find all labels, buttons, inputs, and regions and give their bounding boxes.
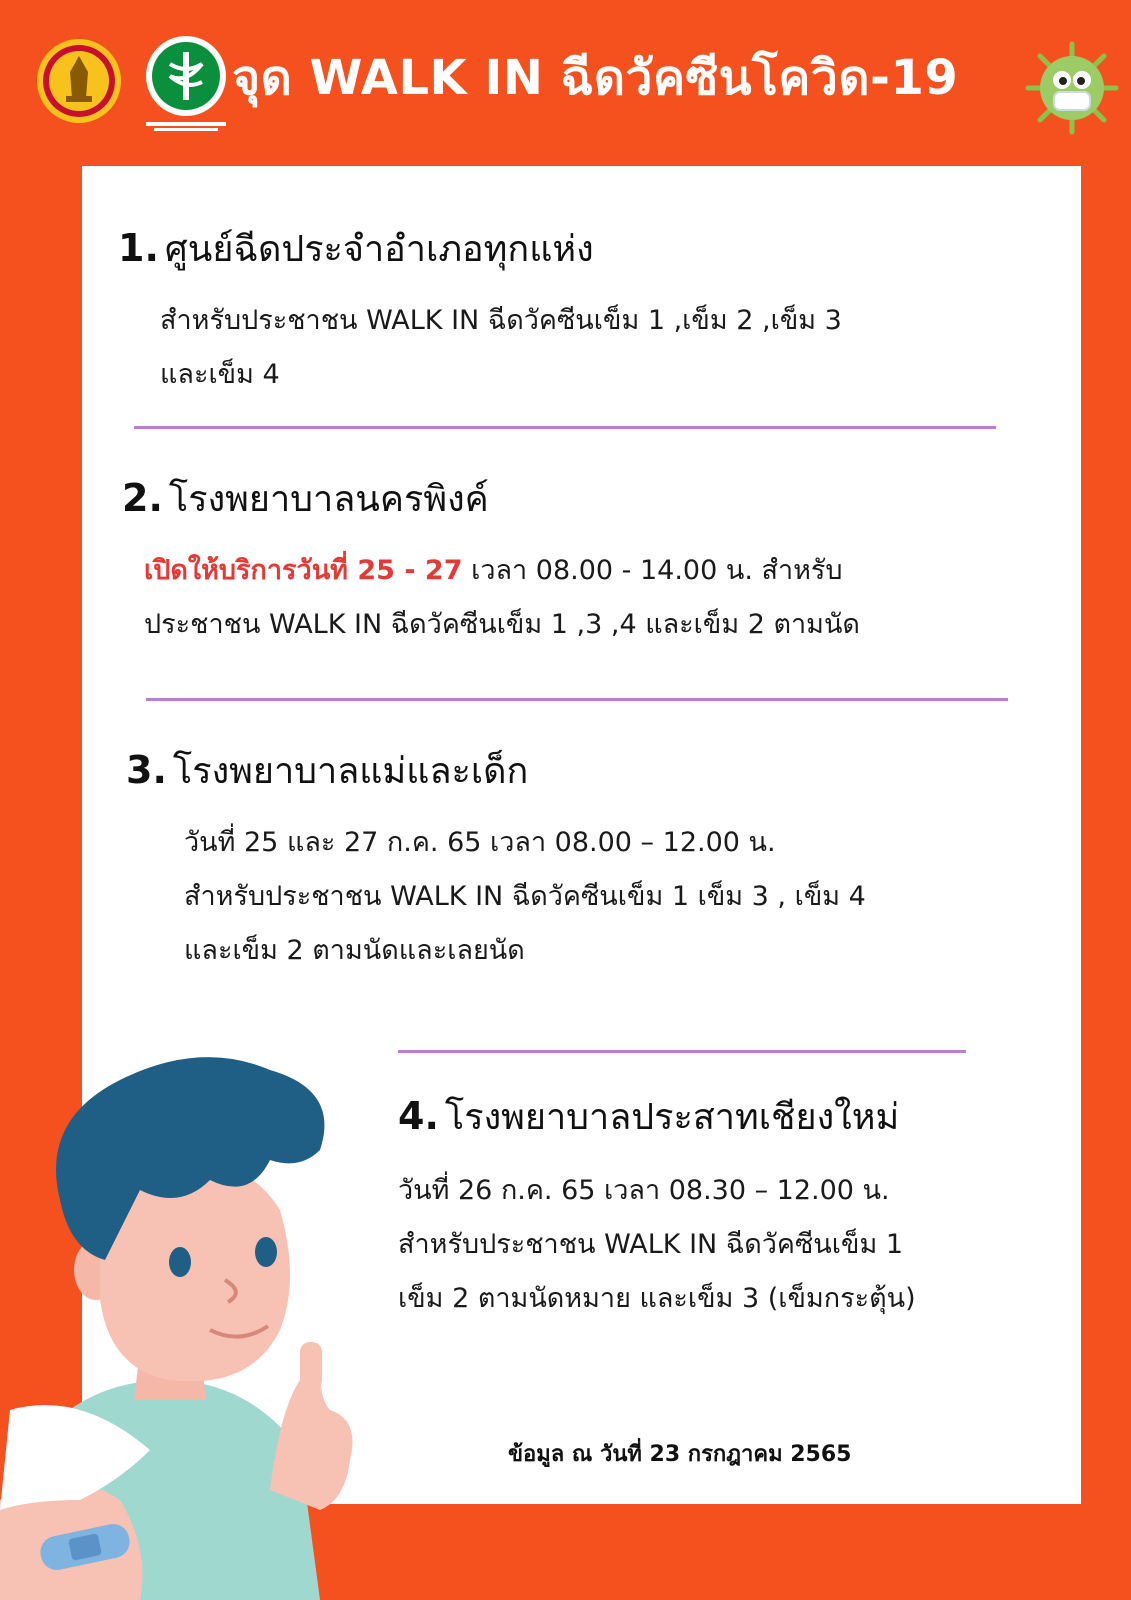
section-number: 1. (118, 226, 159, 270)
page-title: จุด WALK IN ฉีดวัคซีนโควิด-19 (232, 50, 959, 106)
text-line: วันที่ 26 ก.ค. 65 เวลา 08.30 – 12.00 น. (398, 1175, 890, 1206)
divider (398, 1050, 966, 1053)
section-3-text (184, 816, 866, 978)
section-number: 3. (126, 748, 167, 792)
text-line: สำหรับประชาชน WALK IN ฉีดวัคซีนเข็ม 1 ,เข็ม 2 ,เข็ม 3 (160, 305, 842, 336)
text-line (144, 544, 860, 598)
section-2-text (144, 544, 860, 652)
data-date-note: ข้อมูล ณ วันที่ 23 กรกฎาคม 2565 (508, 1442, 852, 1467)
section-4-text (398, 1164, 916, 1326)
text-fragment: เวลา 08.00 - 14.00 น. สำหรับ (462, 555, 843, 586)
text-line: และเข็ม 4 (160, 359, 280, 390)
boy-thumbs-up-vaccinated-icon (0, 1030, 380, 1600)
text-line: สำหรับประชาชน WALK IN ฉีดวัคซีนเข็ม 1 (398, 1229, 904, 1260)
text-line: เข็ม 2 ตามนัดหมาย และเข็ม 3 (เข็มกระตุ้น) (398, 1283, 916, 1314)
covid-virus-with-mask-icon (1024, 40, 1120, 136)
section-title: โรงพยาบาลแม่และเด็ก (172, 751, 529, 792)
ministry-of-public-health-logo-icon (140, 34, 232, 134)
section-2-heading (122, 472, 489, 526)
section-number: 2. (122, 476, 163, 520)
thai-government-seal-icon (36, 38, 122, 124)
section-4-heading (398, 1090, 899, 1144)
section-number: 4. (398, 1094, 439, 1138)
header (0, 0, 1131, 160)
section-title: โรงพยาบาลประสาทเชียงใหม่ (444, 1097, 900, 1138)
text-line: และเข็ม 2 ตามนัดและเลยนัด (184, 935, 525, 966)
text-line: สำหรับประชาชน WALK IN ฉีดวัคซีนเข็ม 1 เข็ม 3 , เข็ม 4 (184, 881, 866, 912)
section-title: โรงพยาบาลนครพิงค์ (168, 479, 489, 520)
section-1-text (160, 294, 842, 402)
text-line: ประชาชน WALK IN ฉีดวัคซีนเข็ม 1 ,3 ,4 และเข็ม 2 ตามนัด (144, 609, 860, 640)
section-1-heading (118, 222, 594, 276)
text-line: วันที่ 25 และ 27 ก.ค. 65 เวลา 08.00 – 12.00 น. (184, 827, 776, 858)
section-title: ศูนย์ฉีดประจำอำเภอทุกแห่ง (164, 229, 594, 270)
divider (134, 426, 996, 429)
service-dates-highlight: เปิดให้บริการวันที่ 25 - 27 (144, 555, 463, 586)
section-3-heading (126, 744, 528, 798)
divider (146, 698, 1008, 701)
